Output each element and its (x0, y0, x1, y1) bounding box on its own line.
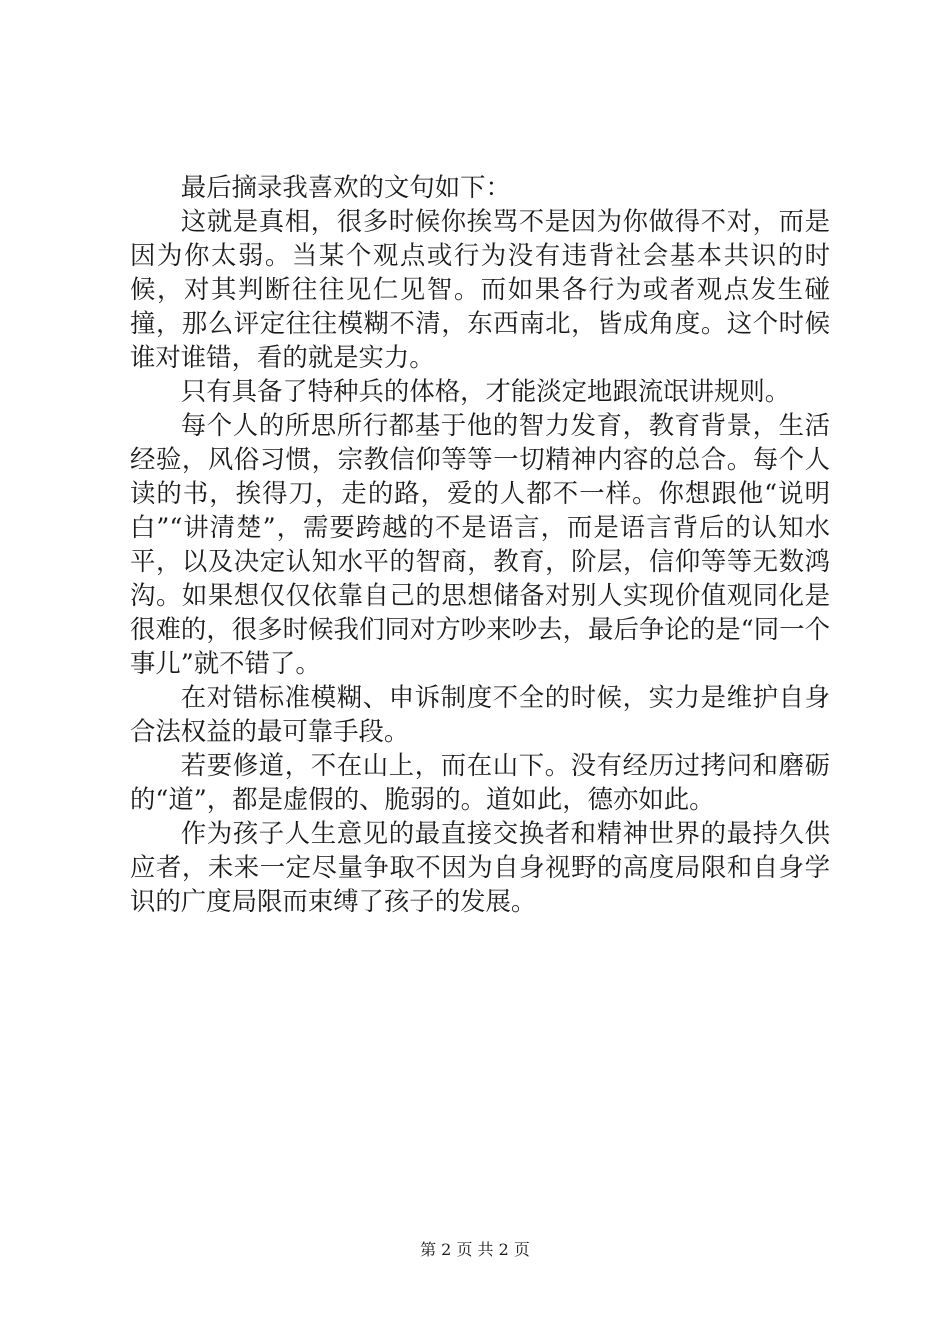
paragraph-children: 作为孩子人生意见的最直接交换者和精神世界的最持久供应者，未来一定尽量争取不因为自身视野的高度局限和自身学识的广度局限而束缚了孩子的发展。 (130, 818, 830, 916)
paragraph-intro: 最后摘录我喜欢的文句如下： (180, 172, 511, 202)
document-body (130, 170, 830, 918)
paragraph-dao: 若要修道，不在山上，而在山下。没有经历过拷问和磨砺的“道”，都是虚假的、脆弱的。道如此，德亦如此。 (130, 750, 830, 814)
paragraph-special-forces: 只有具备了特种兵的体格，才能淡定地跟流氓讲规则。 (180, 376, 791, 406)
page-number-footer: 第 2 页 共 2 页 (420, 1240, 530, 1259)
paragraph-strength: 在对错标准模糊、申诉制度不全的时候，实力是维护自身合法权益的最可靠手段。 (130, 682, 830, 746)
paragraph-cognition: 每个人的所思所行都基于他的智力发育，教育背景，生活经验，风俗习惯，宗教信仰等等一切精神内容的总合。每个人读的书，挨得刀，走的路，爱的人都不一样。你想跟他“说明白”“讲清楚”，需要跨越的不是语言，而是语言背后的认知水平，以及决定认知水平的智商，教育，阶层，信仰等等无数鸿沟。如果想仅仅依靠自己的思想储备对别人实现价值观同化是很难的，很多时候我们同对方吵来吵去，最后争论的是“同一个事儿”就不错了。 (130, 410, 830, 678)
paragraph-truth: 这就是真相，很多时候你挨骂不是因为你做得不对，而是因为你太弱。当某个观点或行为没有违背社会基本共识的时候，对其判断往往见仁见智。而如果各行为或者观点发生碰撞，那么评定往往模糊不清，东西南北，皆成角度。这个时候谁对谁错，看的就是实力。 (130, 206, 830, 372)
